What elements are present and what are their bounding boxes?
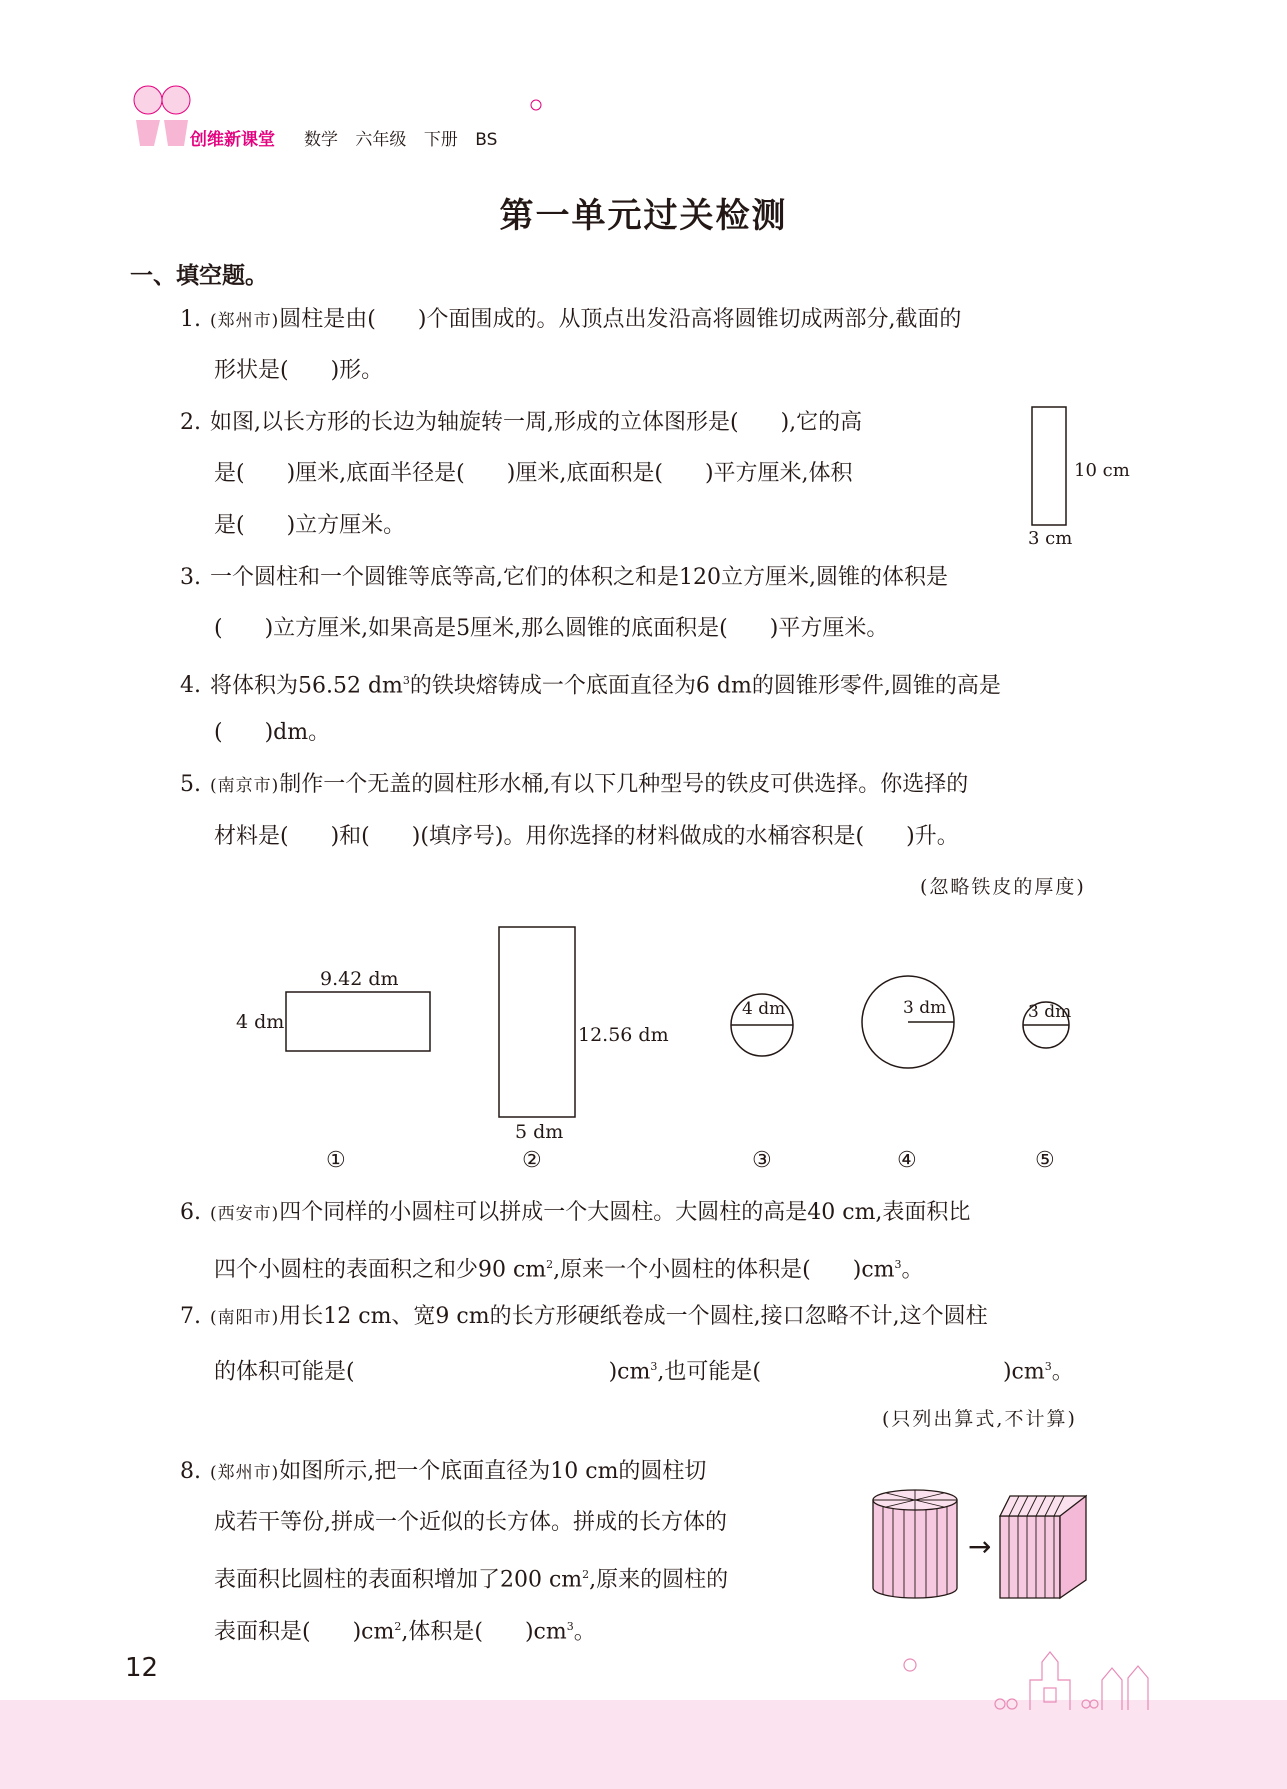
q2-text: )立方厘米。: [286, 513, 406, 538]
q6-text: )cm: [852, 1257, 895, 1283]
q1-text: 圆柱是由(: [279, 307, 376, 332]
q8-text: 如图所示,把一个底面直径为10 cm的圆柱切: [279, 1459, 707, 1484]
q7-text: 用长12 cm、宽9 cm的长方形硬纸卷成一个圆柱,接口忽略不计,这个圆柱: [279, 1304, 988, 1329]
q6-superscript: 3: [894, 1258, 902, 1271]
q8-superscript: 3: [566, 1620, 574, 1633]
q2-fig-height: 10 cm: [1074, 460, 1130, 481]
q5-line-2: [214, 822, 959, 852]
header-brand: 创维新课堂: [190, 130, 275, 150]
footer-castle-illustration: [880, 1640, 1170, 1720]
q5-label-1: ①: [326, 1148, 346, 1173]
header-subject: 数学: [304, 130, 338, 150]
q8-line-4: [214, 1612, 596, 1647]
q5-rect-1: [286, 992, 430, 1051]
q5-label-3: ③: [752, 1148, 772, 1173]
q8-number: 8.: [180, 1459, 201, 1484]
q4-line-1: [180, 666, 1001, 701]
q2-text: )厘米,底面积是(: [506, 461, 663, 486]
q6-superscript: 2: [546, 1258, 554, 1271]
q7-text: )cm: [608, 1359, 651, 1385]
q2-text: 是(: [214, 513, 245, 538]
q2-fig-width: 3 cm: [1028, 528, 1073, 549]
q6-text: ,原来一个小圆柱的体积是(: [553, 1257, 811, 1283]
q8-figure: [868, 1488, 1098, 1608]
q8-cylinder: [873, 1490, 957, 1598]
q8-source: (郑州市): [210, 1463, 280, 1483]
q2-text: 是(: [214, 461, 245, 486]
q3-line-2: [214, 614, 888, 644]
q3-number: 3.: [180, 565, 201, 590]
q5-text: )(填序号)。用你选择的材料做成的水桶容积是(: [411, 824, 865, 849]
q5-figures: [0, 900, 1287, 1140]
q8-text: 表面积是(: [214, 1619, 311, 1645]
q1-text: )个面围成的。从顶点出发沿高将圆锥切成两部分,截面的: [417, 307, 962, 332]
q6-number: 6.: [180, 1200, 201, 1225]
q1-number: 1.: [180, 307, 201, 332]
q8-superscript: 2: [394, 1620, 402, 1633]
q4-number: 4.: [180, 673, 201, 699]
q2-line-3: [214, 511, 405, 541]
q8-line-3: [214, 1560, 728, 1595]
q2-line-1: [180, 408, 862, 438]
q1-line-2: [214, 356, 383, 386]
flower-icon: [528, 98, 544, 112]
q6-text: 。: [901, 1257, 924, 1283]
q2-text: ),它的高: [780, 410, 863, 435]
header-grade: 六年级: [355, 130, 407, 150]
q7-text: 的体积可能是(: [214, 1359, 355, 1385]
q2-text: )平方厘米,体积: [704, 461, 853, 486]
q5-note: (忽略铁皮的厚度): [920, 876, 1086, 898]
q5-r1-left: 4 dm: [236, 1011, 285, 1033]
q6-text: 四个同样的小圆柱可以拼成一个大圆柱。大圆柱的高是40 cm,表面积比: [279, 1200, 971, 1225]
q8-text: 成若干等份,拼成一个近似的长方体。拼成的长方体的: [214, 1510, 727, 1535]
section-heading: 一、填空题。: [130, 263, 268, 289]
q7-text: )cm: [1002, 1359, 1045, 1385]
q2-line-2: [214, 459, 853, 489]
q2-number: 2.: [180, 410, 201, 435]
q5-label-5: ⑤: [1035, 1148, 1055, 1173]
q5-r2-bottom: 5 dm: [515, 1121, 564, 1143]
q8-arrow: →: [968, 1530, 992, 1563]
q7-number: 7.: [180, 1304, 201, 1329]
q6-source: (西安市): [210, 1204, 280, 1224]
q5-text: 材料是(: [214, 824, 289, 849]
q4-text: (: [214, 720, 223, 745]
q7-note: (只列出算式,不计算): [882, 1408, 1077, 1430]
q7-source: (南阳市): [210, 1308, 280, 1328]
q3-text: )平方厘米。: [769, 616, 889, 641]
q4-text: 的铁块熔铸成一个底面直径为6 dm的圆锥形零件,圆锥的高是: [409, 673, 1001, 699]
q8-text: )cm: [524, 1619, 567, 1645]
q7-text: ,也可能是(: [657, 1359, 761, 1385]
q5-text: )升。: [906, 824, 959, 849]
q6-line-2: [214, 1250, 924, 1285]
q4-text: )dm。: [264, 720, 331, 745]
header-meta: [304, 125, 509, 150]
q5-text: 制作一个无盖的圆柱形水桶,有以下几种型号的铁皮可供选择。你选择的: [279, 772, 969, 797]
q5-r2-right: 12.56 dm: [578, 1024, 669, 1046]
q8-text: )cm: [352, 1619, 395, 1645]
q5-number: 5.: [180, 772, 201, 797]
q8-superscript: 2: [582, 1568, 590, 1581]
q2-text: )厘米,底面半径是(: [286, 461, 465, 486]
q5-label-2: ②: [522, 1148, 542, 1173]
q8-line-2: [214, 1508, 727, 1538]
q8-cuboid: [1000, 1496, 1086, 1598]
q4-line-2: [214, 718, 330, 748]
q7-superscript: 3: [650, 1360, 658, 1373]
q5-rect-2: [499, 927, 575, 1117]
q3-text: )立方厘米,如果高是5厘米,那么圆锥的底面积是(: [264, 616, 728, 641]
q1-source: (郑州市): [210, 311, 280, 331]
q5-c5-label: 3 dm: [1028, 1002, 1072, 1022]
header-edition: BS: [475, 130, 498, 150]
q4-superscript: 3: [402, 674, 410, 687]
q3-line-1: [180, 563, 948, 593]
q5-c4-label: 3 dm: [903, 998, 947, 1018]
q5-line-1: [180, 770, 968, 801]
q8-line-1: [180, 1457, 706, 1488]
q5-r1-top: 9.42 dm: [320, 968, 399, 990]
q4-text: 将体积为56.52 dm: [210, 673, 403, 699]
q5-label-4: ④: [897, 1148, 917, 1173]
q1-line-1: [180, 305, 961, 336]
page-number: 12: [125, 1653, 159, 1683]
q7-line-1: [180, 1302, 988, 1333]
q1-text: )形。: [330, 358, 384, 383]
q2-rectangle-figure: [1030, 406, 1070, 526]
q7-superscript: 3: [1044, 1360, 1052, 1373]
q1-text: 形状是(: [214, 358, 289, 383]
q8-text: ,原来的圆柱的: [589, 1567, 729, 1593]
q3-text: (: [214, 616, 223, 641]
q7-line-2: [214, 1352, 1074, 1387]
q6-line-1: [180, 1198, 970, 1229]
q8-text: 。: [573, 1619, 596, 1645]
q7-text: 。: [1051, 1359, 1074, 1385]
q5-c3-label: 4 dm: [742, 999, 786, 1019]
q8-text: ,体积是(: [401, 1619, 483, 1645]
page-title: 第一单元过关检测: [499, 196, 788, 236]
q3-text: 一个圆柱和一个圆锥等底等高,它们的体积之和是120立方厘米,圆锥的体积是: [210, 565, 948, 590]
q2-text: 如图,以长方形的长边为轴旋转一周,形成的立体图形是(: [210, 410, 739, 435]
q6-text: 四个小圆柱的表面积之和少90 cm: [214, 1257, 547, 1283]
q5-text: )和(: [330, 824, 370, 849]
q5-source: (南京市): [210, 776, 280, 796]
q8-text: 表面积比圆柱的表面积增加了200 cm: [214, 1567, 583, 1593]
header-volume: 下册: [423, 130, 458, 150]
